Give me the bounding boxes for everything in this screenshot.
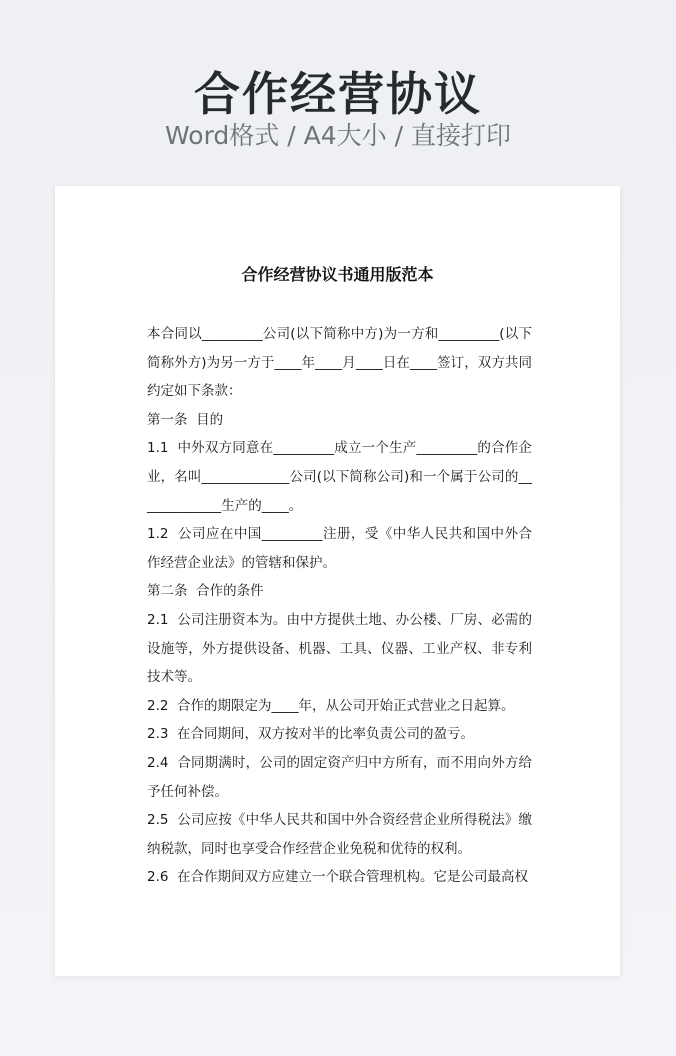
document-page <box>55 186 620 976</box>
paragraph-intro: 本合同以_________公司(以下简称中方)为一方和_________(以下简称外方)为另一方于____年____月____日在____签订，双方共同约定如下条款： <box>147 326 532 400</box>
clause-1-1: 1.1 中外双方同意在_________成立一个生产_________的合作企业，名叫_____________公司(以下简称公司)和一个属于公司的_____________生产的____。 <box>147 440 532 514</box>
clause-2-1: 2.1 公司注册资本为。由中方提供土地、办公楼、厂房、必需的设施等，外方提供设备、机器、工具、仪器、工业产权、非专利技术等。 <box>147 611 532 686</box>
section-heading-1: 第一条 目的 <box>147 411 224 428</box>
clause-1-2: 1.2 公司应在中国_________注册，受《中华人民共和国中外合作经营企业法》的管辖和保护。 <box>147 526 532 571</box>
clause-2-4: 2.4 合同期满时，公司的固定资产归中方所有，而不用向外方给予任何补偿。 <box>147 754 532 800</box>
page-subtitle: Word格式 / A4大小 / 直接打印 <box>165 121 511 150</box>
document-body <box>147 320 532 892</box>
clause-2-2: 2.2 合作的期限定为____年，从公司开始正式营业之日起算。 <box>147 697 515 714</box>
clause-2-3: 2.3 在合同期间，双方按对半的比率负责公司的盈亏。 <box>147 726 475 743</box>
document-title: 合作经营协议书通用版范本 <box>241 265 434 284</box>
section-heading-2: 第二条 合作的条件 <box>147 583 264 600</box>
page-title: 合作经营协议 <box>194 67 482 121</box>
clause-2-5: 2.5 公司应按《中华人民共和国中外合资经营企业所得税法》缴纳税款，同时也享受合作经营企业免税和优待的权利。 <box>147 812 532 857</box>
clause-2-6: 2.6 在合作期间双方应建立一个联合管理机构。它是公司最高权 <box>147 869 529 886</box>
